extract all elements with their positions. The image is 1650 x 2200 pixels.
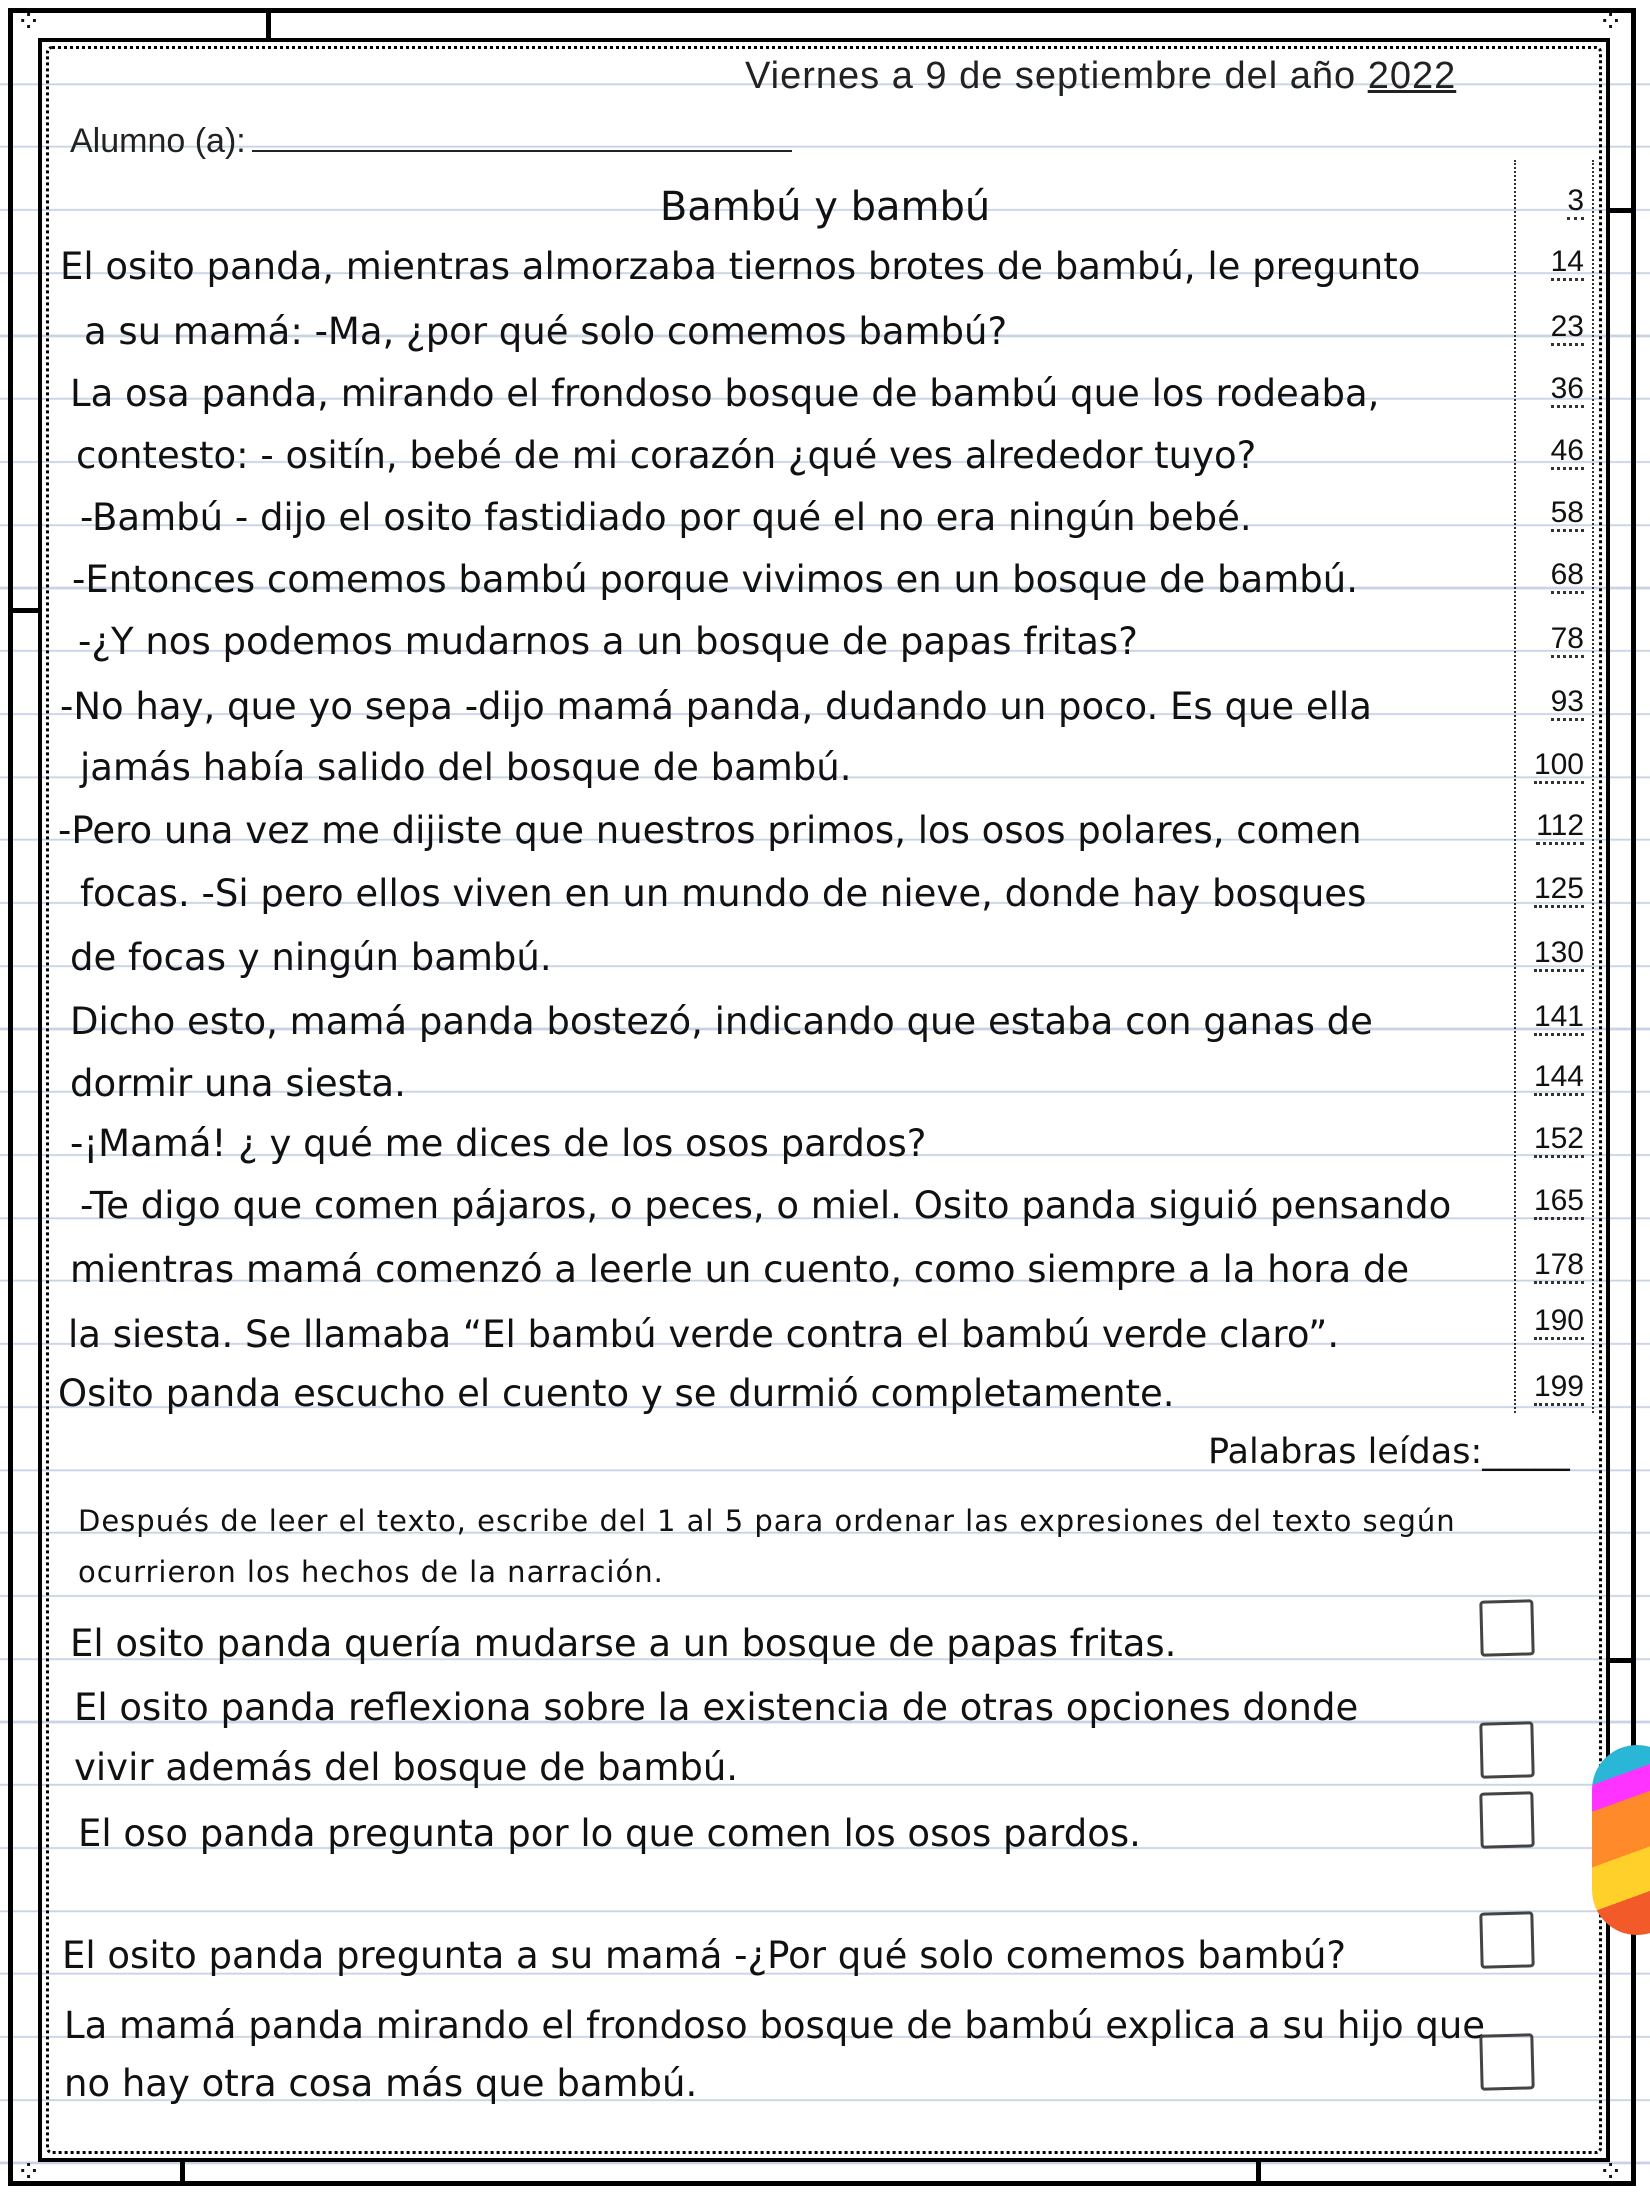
reading-line: focas. -Si pero ellos viven en un mundo de nieve, donde hay bosques xyxy=(80,872,1367,915)
reading-line: -Bambú - dijo el osito fastidiado por qué el no era ningún bebé. xyxy=(80,496,1252,539)
reading-line: -Entonces comemos bambú porque vivimos en un bosque de bambú. xyxy=(72,558,1358,601)
material-sticker-logo xyxy=(1592,1745,1650,1935)
word-count: 152 xyxy=(1514,1122,1584,1156)
sequence-item: El oso panda pregunta por lo que comen los osos pardos. xyxy=(78,1812,1141,1855)
word-count: 100 xyxy=(1514,748,1584,782)
word-count: 190 xyxy=(1514,1304,1584,1338)
activity-instruction: ocurrieron los hechos de la narración. xyxy=(78,1555,664,1589)
word-count: 125 xyxy=(1514,872,1584,906)
sequence-item: El osito panda quería mudarse a un bosque de papas fritas. xyxy=(70,1622,1177,1665)
word-count: 141 xyxy=(1514,1000,1584,1034)
reading-line: dormir una siesta. xyxy=(70,1062,406,1105)
reading-title: Bambú y bambú xyxy=(659,184,991,230)
reading-line: -No hay, que yo sepa -dijo mamá panda, dudando un poco. Es que ella xyxy=(60,685,1372,728)
reading-line: a su mamá: -Ma, ¿por qué solo comemos bambú? xyxy=(84,310,1008,353)
date-year: 2022 xyxy=(1367,55,1457,97)
corner-dots-icon: ⁘ xyxy=(1598,5,1626,40)
order-checkbox[interactable] xyxy=(1479,1911,1534,1968)
activity-instruction: Después de leer el texto, escribe del 1 al 5 para ordenar las expresiones del texto según xyxy=(78,1504,1456,1538)
word-count: 46 xyxy=(1514,434,1584,468)
words-read-field[interactable]: Palabras leídas:_____ xyxy=(1208,1432,1570,1472)
word-count: 93 xyxy=(1514,685,1584,719)
reading-line: -Te digo que comen pájaros, o peces, o miel. Osito panda siguió pensando xyxy=(80,1184,1452,1227)
word-count: 23 xyxy=(1514,310,1584,344)
reading-line: Osito panda escucho el cuento y se durmió completamente. xyxy=(58,1372,1175,1415)
student-name-blank[interactable] xyxy=(252,122,792,152)
reading-line: la siesta. Se llamaba “El bambú verde contra el bambú verde claro”. xyxy=(68,1313,1340,1356)
word-count: 112 xyxy=(1514,809,1584,843)
word-count: 36 xyxy=(1514,372,1584,406)
sequence-item: La mamá panda mirando el frondoso bosque de bambú explica a su hijo que xyxy=(64,2004,1486,2047)
student-label: Alumno (a): xyxy=(70,122,246,160)
reading-line: contesto: - ositín, bebé de mi corazón ¿qué ves alrededor tuyo? xyxy=(76,434,1257,477)
word-count: 58 xyxy=(1514,496,1584,530)
word-count: 199 xyxy=(1514,1370,1584,1404)
word-count: 3 xyxy=(1514,184,1584,218)
frame-tick xyxy=(266,8,271,40)
frame-tick xyxy=(1610,1658,1636,1663)
corner-dots-icon: ⁘ xyxy=(1598,2155,1626,2190)
order-checkbox[interactable] xyxy=(1479,1721,1534,1778)
reading-line: Dicho esto, mamá panda bostezó, indicando que estaba con ganas de xyxy=(70,1000,1373,1043)
date-line xyxy=(745,55,1456,98)
reading-line: de focas y ningún bambú. xyxy=(70,936,552,979)
student-name-field[interactable] xyxy=(70,122,792,161)
order-checkbox[interactable] xyxy=(1479,1599,1534,1656)
order-checkbox[interactable] xyxy=(1479,2033,1534,2090)
word-count: 68 xyxy=(1514,558,1584,592)
corner-dots-icon: ⁘ xyxy=(16,5,44,40)
reading-line: -¡Mamá! ¿ y qué me dices de los osos pardos? xyxy=(70,1122,927,1165)
reading-line: mientras mamá comenzó a leerle un cuento, como siempre a la hora de xyxy=(70,1248,1410,1291)
reading-line: La osa panda, mirando el frondoso bosque de bambú que los rodeaba, xyxy=(70,372,1380,415)
frame-tick xyxy=(1256,2162,1261,2186)
word-count: 144 xyxy=(1514,1060,1584,1094)
word-count: 165 xyxy=(1514,1184,1584,1218)
corner-dots-icon: ⁘ xyxy=(16,2155,44,2190)
word-count-column xyxy=(1514,160,1594,1413)
sequence-item: vivir además del bosque de bambú. xyxy=(74,1746,739,1789)
word-count: 78 xyxy=(1514,622,1584,656)
word-count: 178 xyxy=(1514,1248,1584,1282)
date-text: Viernes a 9 de septiembre del año xyxy=(745,55,1357,97)
reading-line: -¿Y nos podemos mudarnos a un bosque de papas fritas? xyxy=(78,620,1138,663)
sequence-item: El osito panda pregunta a su mamá -¿Por qué solo comemos bambú? xyxy=(62,1934,1347,1977)
order-checkbox[interactable] xyxy=(1479,1791,1534,1848)
reading-line: El osito panda, mientras almorzaba tiernos brotes de bambú, le pregunto xyxy=(60,245,1421,288)
word-count: 130 xyxy=(1514,936,1584,970)
reading-line: -Pero una vez me dijiste que nuestros primos, los osos polares, comen xyxy=(58,809,1362,852)
frame-tick xyxy=(8,608,40,613)
word-count: 14 xyxy=(1514,245,1584,279)
sequence-item: no hay otra cosa más que bambú. xyxy=(64,2062,698,2105)
sequence-item: El osito panda reflexiona sobre la existencia de otras opciones donde xyxy=(74,1686,1359,1729)
frame-tick xyxy=(180,2162,185,2186)
reading-line: jamás había salido del bosque de bambú. xyxy=(80,746,852,789)
